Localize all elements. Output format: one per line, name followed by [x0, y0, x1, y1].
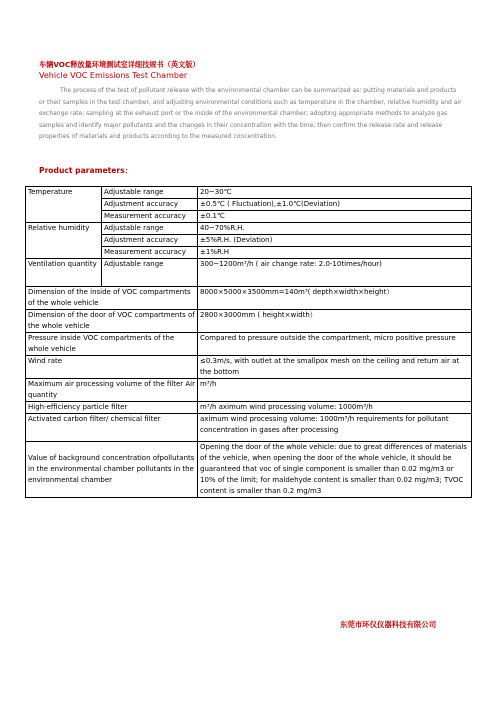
param-value: Opening the door of the whole vehicle: due to great differences of materials of the vehicle, when opening the door of the whole vehicle, it should be guaranteed that voc of single component is smaller than 0.02 mg/m3 or 10% of the limit; for maldehyde content is smaller than 0.02 mg/m3; TVOC content is smaller than 0.2 mg/m3 [198, 442, 472, 498]
param-name: Adjustment accuracy [102, 199, 198, 211]
param-value: m³/h [198, 379, 472, 402]
param-value: 40~70%R.H. [198, 223, 472, 235]
row-label: Maximum air processing volume of the filter Air quantity [26, 379, 198, 402]
ventilation-label: Ventilation quantity [26, 259, 102, 287]
row-label: Value of background concentration ofpollutants in the environmental chamber pollutants in the environmental chamber [26, 442, 198, 498]
table-row [26, 414, 472, 442]
document-title-en: Vehicle VOC Emissions Test Chamber [39, 71, 188, 80]
param-name: Measurement accuracy [102, 211, 198, 223]
row-label: Dimension of the inside of VOC compartments of the whole vehicle [26, 287, 198, 310]
param-name: Adjustable range [102, 259, 198, 287]
param-value: 20~30℃ [198, 187, 472, 199]
param-value: 2800×3000mm ( height×width） [198, 310, 472, 333]
row-label: Wind rate [26, 356, 198, 379]
row-label: Activated carbon filter/ chemical filter [26, 414, 198, 442]
param-value: ±0.1℃ [198, 211, 472, 223]
param-value: ±1%R.H [198, 247, 472, 259]
table-row [26, 379, 472, 402]
table-row [26, 402, 472, 414]
row-label: Pressure inside VOC compartments of the whole vehicle [26, 333, 198, 356]
param-value: aximum wind processing volume: 1000m³/h requirements for pollutant concentration in gases after processing [198, 414, 472, 442]
param-name: Adjustment accuracy [102, 235, 198, 247]
table-row [26, 223, 472, 235]
humidity-label: Relative humidity [26, 223, 102, 259]
temperature-label: Temperature [26, 187, 102, 223]
param-value: ±0.5℃ ( Fluctuation),±1.0℃(Deviation) [198, 199, 472, 211]
table-row [26, 187, 472, 199]
row-label: High-efficiency particle filter [26, 402, 198, 414]
param-value: m³/h aximum wind processing volume: 1000m³/h [198, 402, 472, 414]
row-label: Dimension of the door of VOC compartments of the whole vehicle [26, 310, 198, 333]
company-name: 东莞市环仪仪器科技有限公司 [340, 620, 437, 629]
table-row [26, 333, 472, 356]
table-row [26, 310, 472, 333]
intro-paragraph: The process of the test of pollutant release with the environmental chamber can be summarized as: putting materials and products or their samples in the test chamber, and adjusting environmental conditions such as temperature in the chamber, relative humidity and air exchange rate; sampling at the exhaust port or the inside of the environmental chamber; adopting appropriate methods to analyze gas samples and identify major pollutants and the changes in their concentration with the time; then confirm the release rate and release properties of materials and products according to the measured concentration. [39, 87, 462, 141]
document-title-cn: 车辆VOC释放量环境测试室详细技规书（英文版） [39, 60, 200, 69]
param-value: ±5%R.H. (Deviation) [198, 235, 472, 247]
table-row [26, 287, 472, 310]
param-name: Measurement accuracy [102, 247, 198, 259]
product-parameters-heading: Product parameters： [39, 166, 133, 175]
table-row [26, 442, 472, 498]
param-value: Compared to pressure outside the compartment, micro positive pressure [198, 333, 472, 356]
table-row [26, 259, 472, 287]
param-value: 8000×5000×3500mm=140m³( depth×width×height） [198, 287, 472, 310]
parameters-table [25, 186, 472, 498]
param-name: Adjustable range [102, 223, 198, 235]
param-value: ≤0.3m/s, with outlet at the smallpox mesh on the ceiling and return air at the bottom [198, 356, 472, 379]
param-name: Adjustable range [102, 187, 198, 199]
table-row [26, 356, 472, 379]
param-value: 300~1200m³/h ( air change rate: 2.0-10times/hour) [198, 259, 472, 287]
